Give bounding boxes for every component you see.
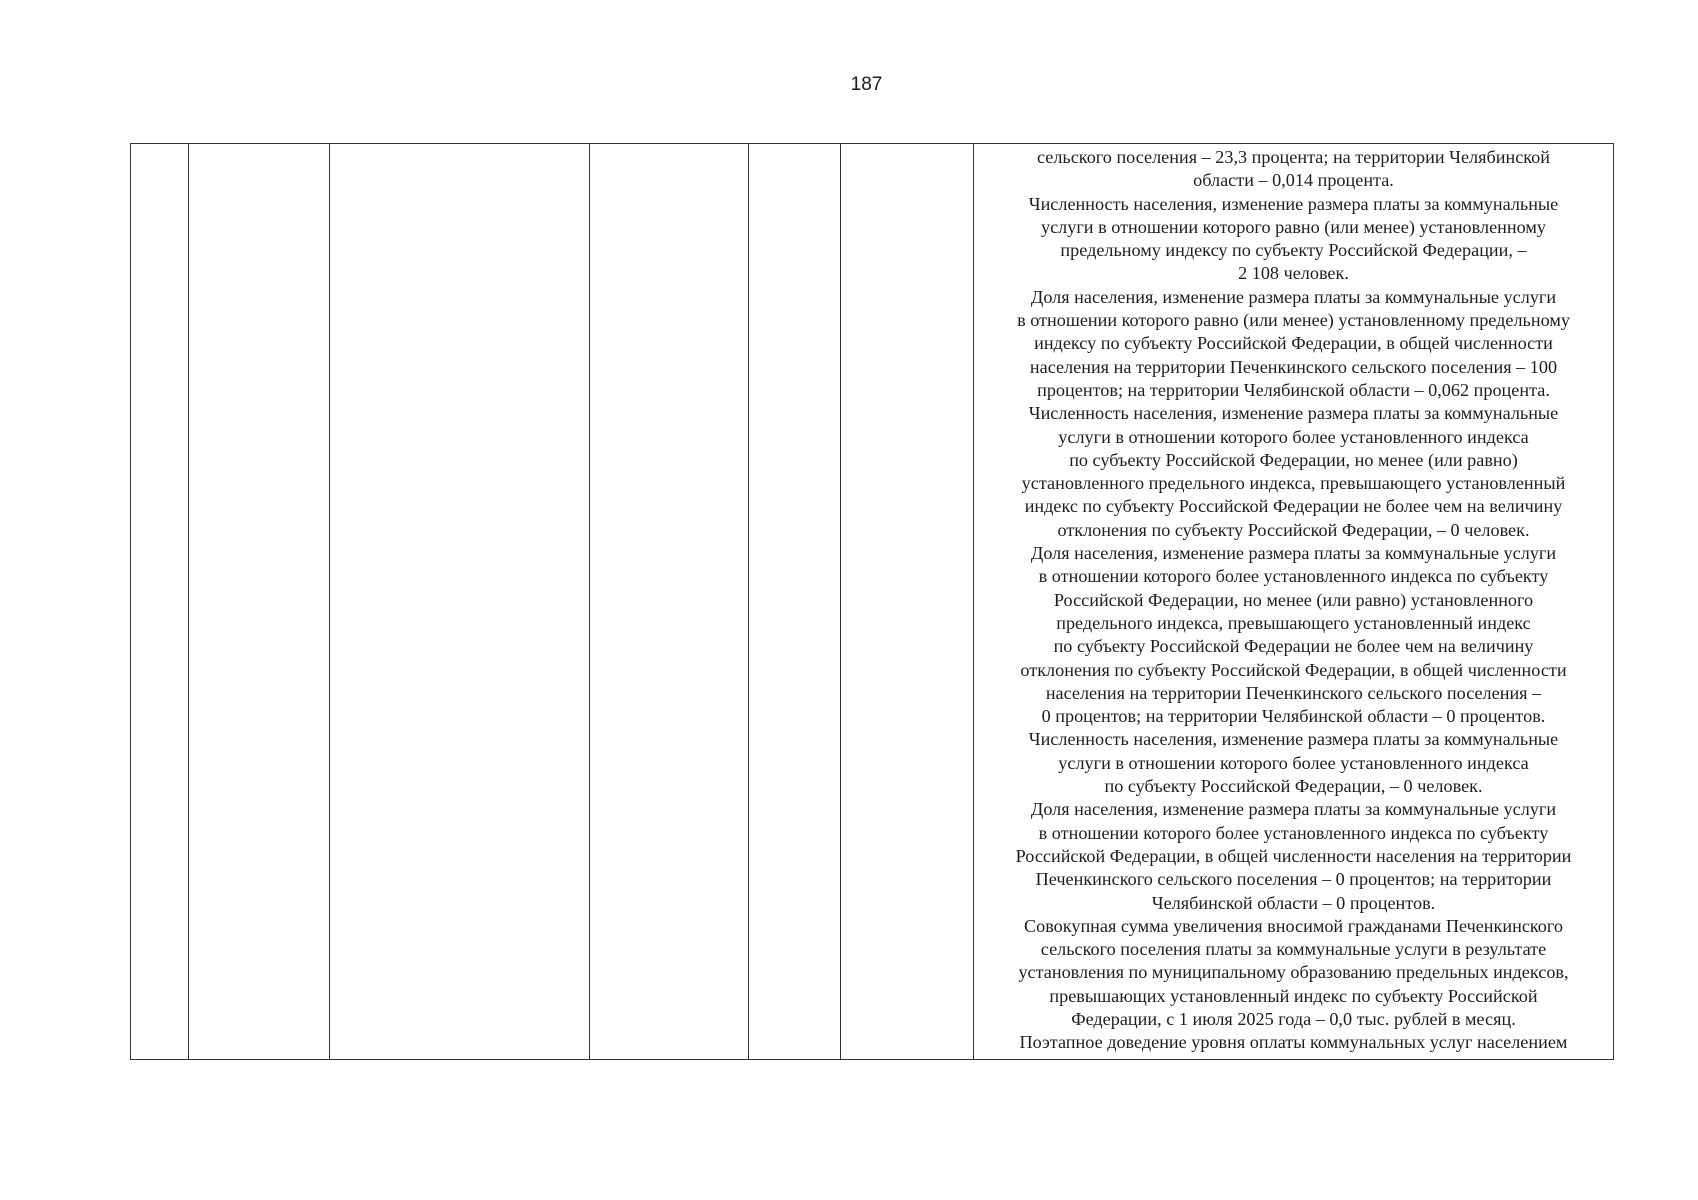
text-line: Совокупная сумма увеличения вносимой гражданами Печенкинского bbox=[1023, 915, 1564, 936]
text-line: сельского поселения – 23,3 процента; на территории Челябинской bbox=[1036, 147, 1551, 167]
text-line: индекс по субъекту Российской Федерации не более чем на величину bbox=[1024, 496, 1563, 517]
text-line: установления по муниципальному образованию предельных индексов, bbox=[1018, 962, 1569, 983]
table-cell-col-6 bbox=[841, 144, 974, 1060]
text-line: отклонения по субъекту Российской Федерации, – 0 человек. bbox=[1057, 519, 1530, 540]
table-row bbox=[131, 144, 1614, 1060]
text-line: в отношении которого более установленного индекса по субъекту bbox=[1038, 566, 1549, 587]
text-line: по субъекту Российской Федерации, – 0 человек. bbox=[1104, 776, 1483, 797]
table-cell-col-4 bbox=[590, 144, 749, 1060]
text-line: Челябинской области – 0 процентов. bbox=[1151, 892, 1436, 913]
text-line: 2 108 человек. bbox=[1238, 263, 1349, 284]
text-line: Доля населения, изменение размера платы за коммунальные услуги bbox=[1030, 799, 1557, 820]
table-cell-col-2 bbox=[189, 144, 330, 1060]
text-line: установленного предельного индекса, превышающего установленный bbox=[1021, 473, 1566, 494]
text-line: отклонения по субъекту Российской Федерации, в общей численности bbox=[1020, 659, 1567, 680]
text-line: в отношении которого более установленного индекса по субъекту bbox=[1038, 822, 1549, 843]
page-number: 187 bbox=[850, 74, 883, 95]
text-line: по субъекту Российской Федерации не более чем на величину bbox=[1053, 636, 1534, 657]
text-line: 0 процентов; на территории Челябинской области – 0 процентов. bbox=[1041, 706, 1546, 727]
text-line: Российской Федерации, но менее (или равно) установленного bbox=[1053, 589, 1534, 610]
text-line: индексу по субъекту Российской Федерации, в общей численности bbox=[1034, 333, 1553, 354]
text-line: населения на территории Печенкинского сельского поселения – 100 bbox=[1029, 356, 1558, 377]
text-line: сельского поселения платы за коммунальные услуги в результате bbox=[1040, 939, 1547, 960]
text-line: в отношении которого равно (или менее) установленному предельному bbox=[1017, 310, 1570, 331]
text-line: услуги в отношении которого более установленного индекса bbox=[1058, 752, 1529, 773]
text-line: населения на территории Печенкинского сельского поселения – bbox=[1045, 682, 1542, 703]
table-cell-col-5 bbox=[749, 144, 841, 1060]
text-line: Федерации, с 1 июля 2025 года – 0,0 тыс. рублей в месяц. bbox=[1071, 1008, 1516, 1029]
text-line: Численность населения, изменение размера платы за коммунальные bbox=[1028, 729, 1559, 750]
text-line: Численность населения, изменение размера платы за коммунальные bbox=[1028, 193, 1559, 214]
text-line: области – 0,014 процента. bbox=[1193, 170, 1394, 191]
text-line: Численность населения, изменение размера платы за коммунальные bbox=[1028, 403, 1559, 424]
text-line: превышающих установленный индекс по субъекту Российской bbox=[1049, 985, 1538, 1006]
text-line: предельного индекса, превышающего установленный индекс bbox=[1056, 612, 1531, 633]
text-line: Доля населения, изменение размера платы за коммунальные услуги bbox=[1030, 543, 1557, 564]
text-line: Поэтапное доведение уровня оплаты коммунальных услуг населением bbox=[1019, 1032, 1568, 1053]
text-line: услуги в отношении которого более установленного индекса bbox=[1058, 426, 1529, 447]
table-cell-text bbox=[974, 144, 1614, 1060]
text-line: Доля населения, изменение размера платы за коммунальные услуги bbox=[1030, 286, 1557, 307]
text-line: Печенкинского сельского поселения – 0 процентов; на территории bbox=[1035, 869, 1552, 890]
text-line: предельному индексу по субъекту Российской Федерации, – bbox=[1060, 240, 1527, 261]
document-table bbox=[130, 143, 1614, 1060]
table-cell-col-3 bbox=[330, 144, 590, 1060]
text-line: Российской Федерации, в общей численности населения на территории bbox=[1015, 845, 1572, 866]
text-line: по субъекту Российской Федерации, но менее (или равно) bbox=[1069, 449, 1518, 470]
table-cell-col-1 bbox=[131, 144, 189, 1060]
text-line: процентов; на территории Челябинской области – 0,062 процента. bbox=[1037, 379, 1550, 400]
text-line: услуги в отношении которого равно (или менее) установленному bbox=[1041, 216, 1546, 237]
